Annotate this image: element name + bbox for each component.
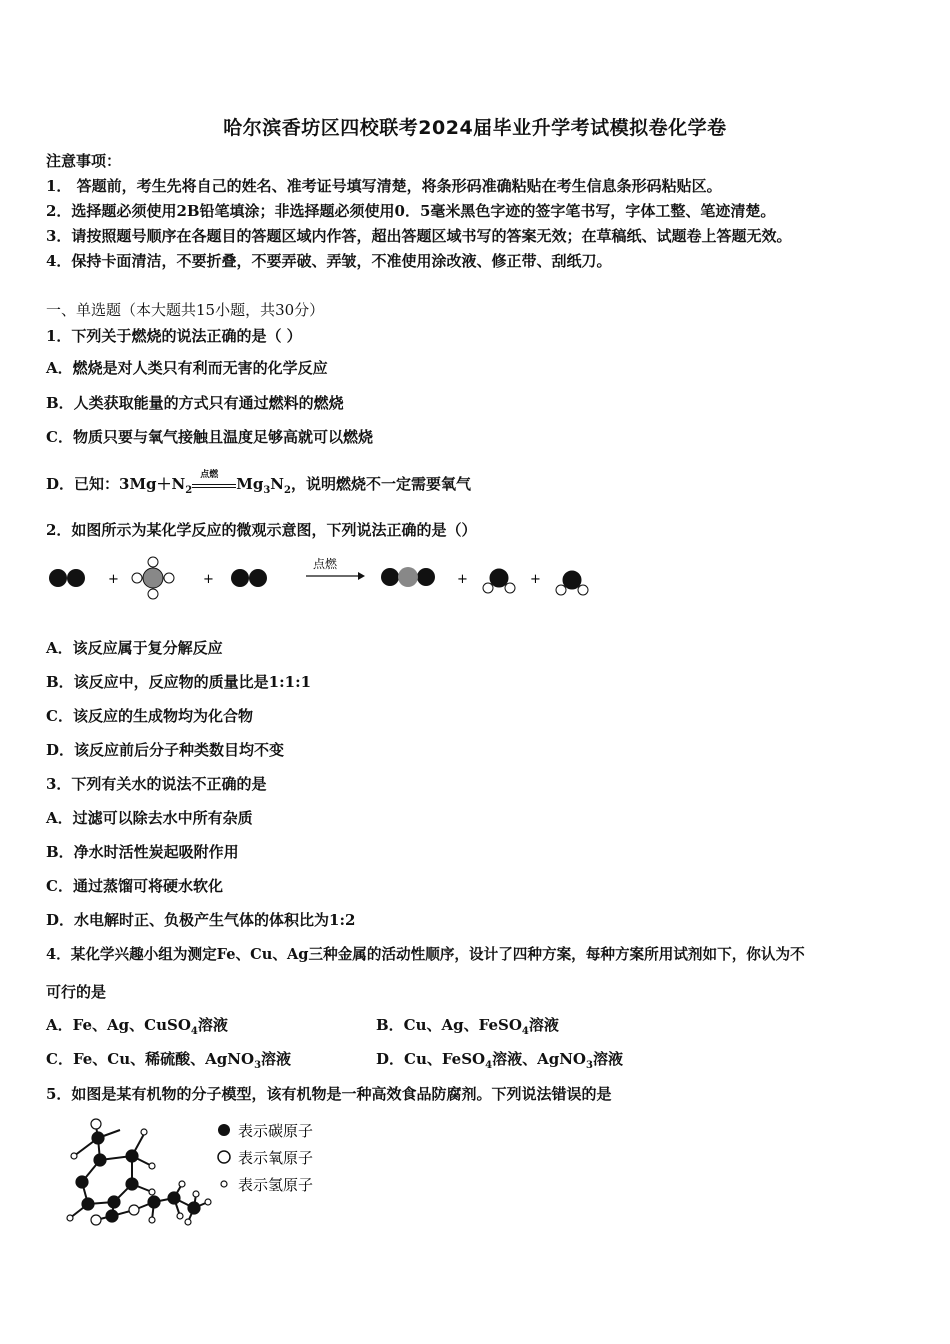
q1-stem: 1．下列关于燃烧的说法正确的是（ ） [46,327,302,345]
molecule-h2o [556,571,588,595]
molecule-o2 [231,569,267,587]
condition-label: 点燃 [200,470,219,480]
q1-d-product-sub: 2 [284,485,291,496]
notice-item: 3．请按照题号顺序在各题目的答题区域内作答，超出答题区域书写的答案无效；在草稿纸、试题卷上答题无效。 [46,227,792,245]
q1-d-prefix: D．已知：3Mg＋N [46,475,186,493]
q1-option-a: A．燃烧是对人类只有利而无害的化学反应 [46,359,328,377]
section-heading: 一、单选题（本大题共15小题，共30分） [46,301,325,319]
q1-option-c: C．物质只要与氧气接触且温度足够高就可以燃烧 [46,428,373,446]
q1-d-suffix: ，说明燃烧不一定需要氧气 [290,475,471,493]
q4-b-post: 溶液 [528,1016,559,1034]
legend-hydrogen: 表示氢原子 [238,1176,314,1194]
q4-c-text: C．Fe、Cu、稀硫酸、AgNO [46,1050,255,1068]
q3-option-d: D．水电解时正、负极产生气体的体积比为1:2 [46,911,356,929]
carbon-legend-icon [218,1124,230,1136]
hydrogen-legend-icon [221,1181,227,1187]
plus-sign: + [108,572,119,587]
q4-stem-cont: 可行的是 [46,983,107,1001]
q3-stem: 3．下列有关水的说法不正确的是 [46,775,267,793]
plus-sign: + [457,572,468,587]
q3-option-c: C．通过蒸馏可将硬水软化 [46,877,223,895]
q2-stem: 2．如图所示为某化学反应的微观示意图，下列说法正确的是（） [46,521,477,539]
q3-option-a: A．过滤可以除去水中所有杂质 [46,809,253,827]
q1-d-product-sub: 3 [263,485,271,496]
q4-option-d [376,1049,623,1076]
notice-item: 1． 答题前，考生先将自己的姓名、准考证号填写清楚，将条形码准确粘贴在考生信息条形码粘贴区。 [46,177,722,195]
q5-stem: 5．如图是某有机物的分子模型，该有机物是一种高效食品防腐剂。下列说法错误的是 [46,1085,612,1103]
notice-item: 4．保持卡面清洁，不要折叠，不要弄破、弄皱，不准使用涂改液、修正带、刮纸刀。 [46,252,612,270]
q2-option-a: A．该反应属于复分解反应 [46,639,223,657]
condition-label: 点燃 [313,557,338,571]
q4-d-text: D．Cu、FeSO [376,1050,486,1068]
q4-a-post: 溶液 [197,1016,228,1034]
q4-option-a [46,1015,228,1042]
q2-option-c: C．该反应的生成物均为化合物 [46,707,253,725]
q4-d-post: 溶液 [592,1050,623,1068]
q4-a-sub: 4 [190,1026,198,1037]
q4-d-sub: 3 [586,1060,593,1071]
legend-oxygen: 表示氧原子 [238,1149,314,1167]
q3-option-b: B．净水时活性炭起吸附作用 [46,843,239,861]
q1-d-sub: 2 [185,485,193,496]
plus-sign: + [203,572,214,587]
arrow-head [358,572,365,580]
legend-carbon: 表示碳原子 [238,1122,314,1140]
q1-d-product-n: N [270,475,284,493]
q1-d-product: Mg [236,475,264,493]
q4-d-sub: 4 [485,1060,493,1071]
legend [218,1122,313,1194]
plus-sign: + [530,572,541,587]
molecule-o2 [49,569,85,587]
q2-option-b: B．该反应中，反应物的质量比是1:1:1 [46,673,312,691]
oxygen-legend-icon [218,1151,230,1163]
q4-b-sub: 4 [521,1026,529,1037]
q4-c-post: 溶液 [261,1050,292,1068]
reaction-arrow [192,470,236,493]
q4-stem: 4．某化学兴趣小组为测定Fe、Cu、Ag三种金属的活动性顺序，设计了四种方案，每种方案所用试剂如下，你认为不 [46,946,805,963]
q4-option-b [376,1015,559,1042]
q4-option-c [46,1049,291,1076]
notice-item: 2．选择题必须使用2B铅笔填涂；非选择题必须使用0．5毫米黑色字迹的签字笔书写，字体工整、笔迹清楚。 [46,202,776,220]
q2-option-d: D．该反应前后分子种类数目均不变 [46,741,285,759]
q1-option-b: B．人类获取能量的方式只有通过燃料的燃烧 [46,394,344,412]
molecule-methane [132,557,174,599]
q4-b-text: B．Cu、Ag、FeSO [376,1016,522,1034]
q4-a-text: A．Fe、Ag、CuSO [46,1016,191,1034]
q4-d-mid: 溶液、AgNO [492,1050,586,1068]
reaction-diagram [40,550,610,606]
molecule-co2 [381,567,435,587]
molecule-h2o [483,569,515,593]
page-title: 哈尔滨香坊区四校联考2024届毕业升学考试模拟卷化学卷 [223,117,727,139]
molecule-model [44,1112,364,1234]
q4-c-sub: 3 [254,1060,262,1071]
q1-option-d [46,470,471,501]
notice-heading: 注意事项： [46,152,122,170]
